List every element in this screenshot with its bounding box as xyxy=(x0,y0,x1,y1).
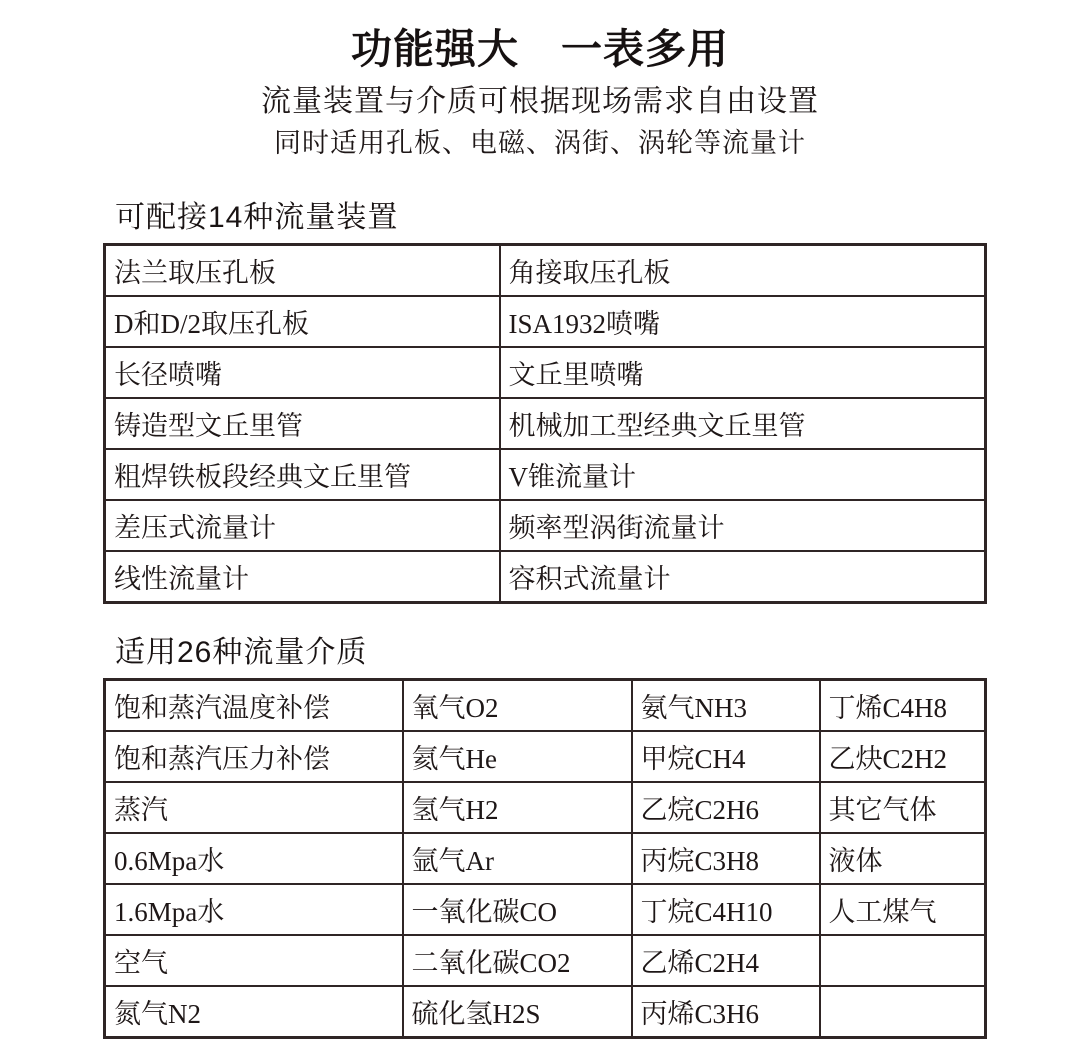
table-cell: 其它气体 xyxy=(820,782,986,833)
table-cell: 饱和蒸汽压力补偿 xyxy=(105,731,403,782)
table-cell: 乙炔C2H2 xyxy=(820,731,986,782)
table-cell xyxy=(820,935,986,986)
table-cell: 丙烯C3H6 xyxy=(632,986,820,1038)
table-cell xyxy=(820,986,986,1038)
table-cell: 人工煤气 xyxy=(820,884,986,935)
table-cell: 氦气He xyxy=(403,731,632,782)
table-cell: 空气 xyxy=(105,935,403,986)
table-cell: 铸造型文丘里管 xyxy=(105,398,500,449)
table-cell: 机械加工型经典文丘里管 xyxy=(500,398,986,449)
table-cell: 液体 xyxy=(820,833,986,884)
media-section-heading: 适用26种流量介质 xyxy=(115,636,368,669)
page-subtitle-line1: 流量装置与介质可根据现场需求自由设置 xyxy=(261,85,819,118)
table-cell: 二氧化碳CO2 xyxy=(403,935,632,986)
table-cell: 乙烯C2H4 xyxy=(632,935,820,986)
table-row xyxy=(105,731,986,782)
table-cell: 甲烷CH4 xyxy=(632,731,820,782)
table-row xyxy=(105,986,986,1038)
media-table xyxy=(103,678,987,1039)
devices-section-heading: 可配接14种流量装置 xyxy=(115,201,399,234)
table-cell: 粗焊铁板段经典文丘里管 xyxy=(105,449,500,500)
table-cell: 硫化氢H2S xyxy=(403,986,632,1038)
table-cell: V锥流量计 xyxy=(500,449,986,500)
table-cell: 容积式流量计 xyxy=(500,551,986,603)
table-cell: 氨气NH3 xyxy=(632,680,820,732)
table-row xyxy=(105,884,986,935)
table-cell: 氩气Ar xyxy=(403,833,632,884)
table-cell: 一氧化碳CO xyxy=(403,884,632,935)
table-cell: 乙烷C2H6 xyxy=(632,782,820,833)
table-row xyxy=(105,935,986,986)
table-cell: 文丘里喷嘴 xyxy=(500,347,986,398)
table-cell: 蒸汽 xyxy=(105,782,403,833)
table-cell: 频率型涡街流量计 xyxy=(500,500,986,551)
table-cell: ISA1932喷嘴 xyxy=(500,296,986,347)
table-row xyxy=(105,782,986,833)
table-cell: 1.6Mpa水 xyxy=(105,884,403,935)
table-row xyxy=(105,398,986,449)
table-row xyxy=(105,833,986,884)
table-cell: D和D/2取压孔板 xyxy=(105,296,500,347)
table-cell: 角接取压孔板 xyxy=(500,245,986,297)
table-row xyxy=(105,449,986,500)
table-row xyxy=(105,500,986,551)
table-cell: 法兰取压孔板 xyxy=(105,245,500,297)
table-row xyxy=(105,551,986,603)
table-cell: 氧气O2 xyxy=(403,680,632,732)
table-cell: 氮气N2 xyxy=(105,986,403,1038)
table-cell: 线性流量计 xyxy=(105,551,500,603)
table-cell: 饱和蒸汽温度补偿 xyxy=(105,680,403,732)
table-cell: 丁烯C4H8 xyxy=(820,680,986,732)
devices-table xyxy=(103,243,987,604)
table-row xyxy=(105,347,986,398)
table-cell: 丙烷C3H8 xyxy=(632,833,820,884)
page-subtitle-line2: 同时适用孔板、电磁、涡街、涡轮等流量计 xyxy=(274,128,806,158)
table-cell: 差压式流量计 xyxy=(105,500,500,551)
table-cell: 氢气H2 xyxy=(403,782,632,833)
table-cell: 丁烷C4H10 xyxy=(632,884,820,935)
table-row xyxy=(105,680,986,732)
table-row xyxy=(105,296,986,347)
page-title: 功能强大 一表多用 xyxy=(351,26,729,72)
table-row xyxy=(105,245,986,297)
table-cell: 长径喷嘴 xyxy=(105,347,500,398)
table-cell: 0.6Mpa水 xyxy=(105,833,403,884)
